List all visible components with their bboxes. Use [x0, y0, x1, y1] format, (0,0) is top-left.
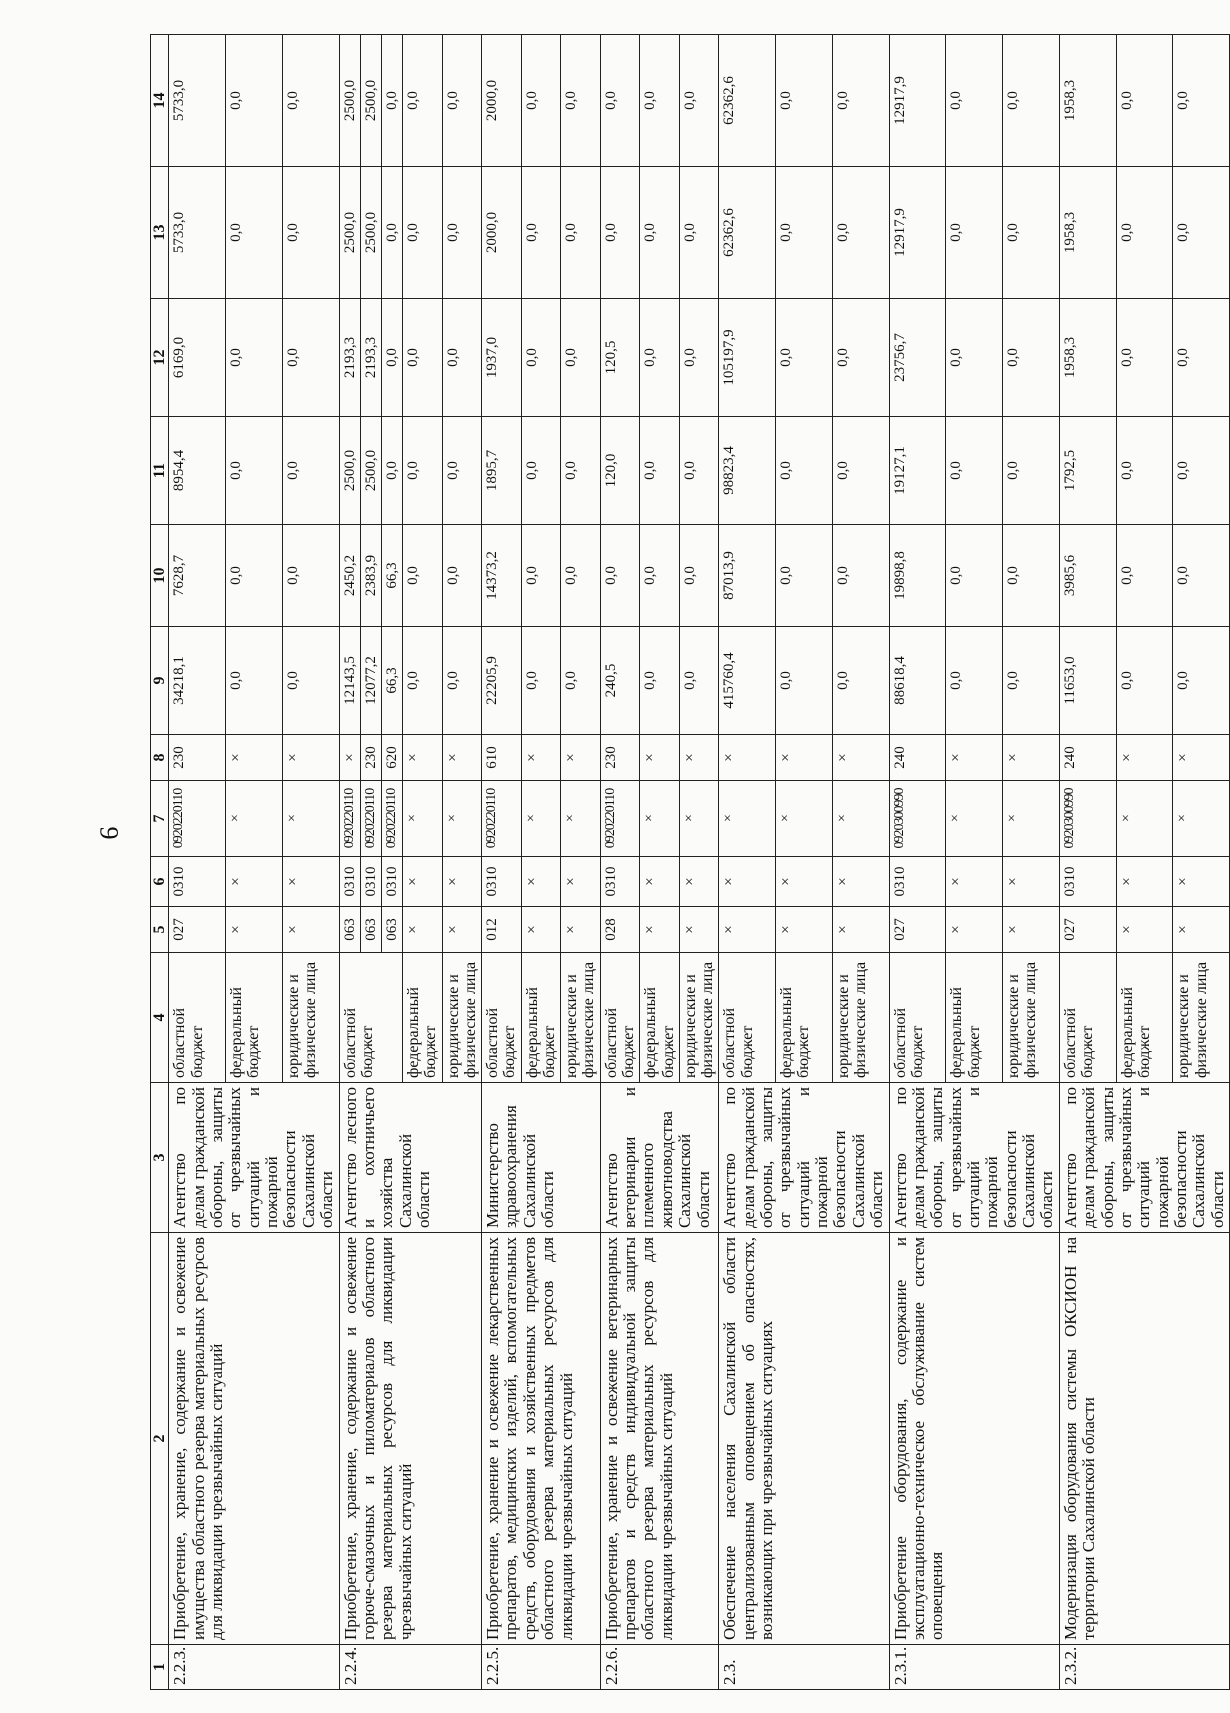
funding-source: юридические и физические лица: [442, 953, 482, 1083]
column-header-7: 7: [151, 781, 169, 857]
column-header-1: 1: [151, 1645, 169, 1690]
cell-c13: 5733,0: [169, 167, 226, 299]
funding-source: областной бюджет: [169, 953, 226, 1083]
row-number: 2.2.5.: [482, 1645, 601, 1690]
cell-c14: 0,0: [679, 35, 719, 167]
cell-c14: 0,0: [561, 35, 601, 167]
cell-c10: 0,0: [561, 525, 601, 627]
cell-c12: 1937,0: [482, 299, 522, 417]
cell-c11: 0,0: [403, 417, 443, 525]
row-executor: Министерство здравоохранения Сахалинской области: [482, 1083, 601, 1233]
cell-c7: ×: [521, 781, 561, 857]
cell-c12: 0,0: [403, 299, 443, 417]
cell-c11: 19127,1: [889, 417, 946, 525]
cell-c8: ×: [1003, 735, 1060, 781]
cell-c13: 0,0: [561, 167, 601, 299]
cell-c8: ×: [832, 735, 889, 781]
cell-c14: 0,0: [946, 35, 1003, 167]
row-executor: Агентство по делам гражданской обороны, защиты от чрезвычайных ситуаций и пожарной безопасности Сахалинской области: [719, 1083, 889, 1233]
table-row: [482, 35, 522, 1690]
cell-c14: 0,0: [282, 35, 339, 167]
funding-source: областной бюджет: [889, 953, 946, 1083]
cell-c9: 0,0: [946, 627, 1003, 735]
cell-c12: 105197,9: [719, 299, 776, 417]
cell-c8: 240: [889, 735, 946, 781]
cell-c13: 0,0: [1116, 167, 1173, 299]
cell-c8: ×: [282, 735, 339, 781]
cell-c7: 0920220110: [169, 781, 226, 857]
cell-c7: ×: [282, 781, 339, 857]
budget-table-rotated: [150, 35, 1227, 1690]
cell-c12: 2193,3: [360, 299, 381, 417]
cell-c7: ×: [403, 781, 443, 857]
cell-c12: 0,0: [282, 299, 339, 417]
column-header-8: 8: [151, 735, 169, 781]
cell-c6: 0310: [889, 857, 946, 907]
cell-c11: 0,0: [381, 417, 402, 525]
row-title: Приобретение, хранение и освежение ветеринарных препаратов и средств индивидуальной защиты областного резерва материальных ресурсов для ликвидации чрезвычайных ситуаций: [600, 1233, 719, 1645]
cell-c12: 0,0: [442, 299, 482, 417]
row-title: Приобретение, хранение, содержание и освежение имущества областного резерва материальных ресурсов для ликвидации чрезвычайных ситуаций: [169, 1233, 339, 1645]
cell-c12: 2193,3: [339, 299, 360, 417]
cell-c7: ×: [719, 781, 776, 857]
cell-c13: 1958,3: [1059, 167, 1116, 299]
cell-c10: 0,0: [776, 525, 833, 627]
cell-c8: ×: [561, 735, 601, 781]
cell-c12: 120,5: [600, 299, 640, 417]
cell-c6: ×: [719, 857, 776, 907]
cell-c8: ×: [776, 735, 833, 781]
funding-source: областной бюджет: [339, 953, 403, 1083]
budget-table: [150, 34, 1230, 1690]
cell-c9: 0,0: [442, 627, 482, 735]
cell-c14: 0,0: [600, 35, 640, 167]
cell-c5: 028: [600, 907, 640, 953]
cell-c6: ×: [282, 857, 339, 907]
cell-c9: 12077,2: [360, 627, 381, 735]
cell-c5: 027: [889, 907, 946, 953]
cell-c10: 0,0: [1173, 525, 1230, 627]
column-header-3: 3: [151, 1083, 169, 1233]
cell-c14: 0,0: [442, 35, 482, 167]
table-row: [600, 35, 640, 1690]
cell-c12: 0,0: [1003, 299, 1060, 417]
row-title: Приобретение, хранение и освежение лекарственных препаратов, медицинских изделий, вспомогательных средств, оборудования и хозяйственных предметов областного резерва материальных ресурсов для ликвидации чрезвычайных ситуаций: [482, 1233, 601, 1645]
cell-c6: ×: [403, 857, 443, 907]
row-title: Приобретение оборудования, содержание и эксплуатационно-техническое обслуживание систем оповещения: [889, 1233, 1059, 1645]
cell-c6: 0310: [482, 857, 522, 907]
cell-c10: 0,0: [403, 525, 443, 627]
cell-c6: ×: [442, 857, 482, 907]
cell-c11: 0,0: [1003, 417, 1060, 525]
cell-c9: 240,5: [600, 627, 640, 735]
cell-c11: 2500,0: [339, 417, 360, 525]
column-header-10: 10: [151, 525, 169, 627]
cell-c11: 0,0: [679, 417, 719, 525]
cell-c10: 0,0: [640, 525, 680, 627]
cell-c12: 0,0: [946, 299, 1003, 417]
cell-c13: 0,0: [1003, 167, 1060, 299]
cell-c12: 0,0: [1116, 299, 1173, 417]
cell-c7: ×: [561, 781, 601, 857]
cell-c10: 3985,6: [1059, 525, 1116, 627]
cell-c9: 0,0: [521, 627, 561, 735]
cell-c8: 230: [360, 735, 381, 781]
row-title: Модернизация оборудования системы ОКСИОН на территории Сахалинской области: [1059, 1233, 1229, 1645]
funding-source: юридические и физические лица: [679, 953, 719, 1083]
cell-c13: 0,0: [381, 167, 402, 299]
cell-c14: 5733,0: [169, 35, 226, 167]
cell-c12: 0,0: [521, 299, 561, 417]
cell-c13: 0,0: [832, 167, 889, 299]
funding-source: юридические и физические лица: [1173, 953, 1230, 1083]
cell-c10: 0,0: [442, 525, 482, 627]
cell-c8: 230: [169, 735, 226, 781]
cell-c9: 0,0: [403, 627, 443, 735]
cell-c7: ×: [226, 781, 283, 857]
cell-c8: ×: [521, 735, 561, 781]
cell-c11: 0,0: [1173, 417, 1230, 525]
cell-c14: 62362,6: [719, 35, 776, 167]
cell-c7: 0920220110: [360, 781, 381, 857]
funding-source: областной бюджет: [600, 953, 640, 1083]
cell-c11: 0,0: [561, 417, 601, 525]
cell-c14: 0,0: [403, 35, 443, 167]
cell-c13: 2500,0: [360, 167, 381, 299]
cell-c6: ×: [1173, 857, 1230, 907]
cell-c5: 012: [482, 907, 522, 953]
cell-c13: 0,0: [226, 167, 283, 299]
cell-c9: 0,0: [226, 627, 283, 735]
table-row: [719, 35, 776, 1690]
cell-c9: 88618,4: [889, 627, 946, 735]
row-title: Обеспечение населения Сахалинской области централизованным оповещением об опасностях, возникающих при чрезвычайных ситуациях: [719, 1233, 889, 1645]
cell-c6: 0310: [169, 857, 226, 907]
cell-c11: 8954,4: [169, 417, 226, 525]
cell-c6: ×: [226, 857, 283, 907]
row-number: 2.3.2.: [1059, 1645, 1229, 1690]
cell-c8: ×: [442, 735, 482, 781]
cell-c8: ×: [339, 735, 360, 781]
cell-c13: 12917,9: [889, 167, 946, 299]
cell-c8: ×: [719, 735, 776, 781]
funding-source: федеральный бюджет: [521, 953, 561, 1083]
table-row: [169, 35, 226, 1690]
cell-c9: 0,0: [679, 627, 719, 735]
cell-c5: ×: [561, 907, 601, 953]
cell-c6: 0310: [339, 857, 360, 907]
cell-c8: ×: [679, 735, 719, 781]
cell-c12: 0,0: [679, 299, 719, 417]
cell-c5: ×: [1116, 907, 1173, 953]
cell-c11: 98823,4: [719, 417, 776, 525]
cell-c14: 12917,9: [889, 35, 946, 167]
cell-c5: ×: [403, 907, 443, 953]
cell-c6: ×: [832, 857, 889, 907]
cell-c11: 2500,0: [360, 417, 381, 525]
cell-c7: ×: [640, 781, 680, 857]
row-title: Приобретение, хранение, содержание и освежение горюче-смазочных и пиломатериалов областного резерва материальных ресурсов для ликвидации чрезвычайных ситуаций: [339, 1233, 482, 1645]
cell-c10: 0,0: [1116, 525, 1173, 627]
funding-source: федеральный бюджет: [403, 953, 443, 1083]
funding-source: федеральный бюджет: [640, 953, 680, 1083]
cell-c13: 0,0: [776, 167, 833, 299]
column-header-5: 5: [151, 907, 169, 953]
cell-c12: 0,0: [776, 299, 833, 417]
cell-c12: 1958,3: [1059, 299, 1116, 417]
table-row: [889, 35, 946, 1690]
column-header-6: 6: [151, 857, 169, 907]
cell-c12: 0,0: [226, 299, 283, 417]
cell-c9: 0,0: [282, 627, 339, 735]
cell-c7: ×: [442, 781, 482, 857]
cell-c10: 87013,9: [719, 525, 776, 627]
table-row: [339, 35, 360, 1690]
cell-c14: 0,0: [1116, 35, 1173, 167]
row-number: 2.2.3.: [169, 1645, 339, 1690]
funding-source: областной бюджет: [482, 953, 522, 1083]
cell-c7: 0920220110: [600, 781, 640, 857]
funding-source: федеральный бюджет: [776, 953, 833, 1083]
cell-c11: 0,0: [946, 417, 1003, 525]
cell-c5: ×: [442, 907, 482, 953]
cell-c5: ×: [719, 907, 776, 953]
cell-c10: 0,0: [282, 525, 339, 627]
cell-c14: 2500,0: [339, 35, 360, 167]
cell-c7: 0920220110: [482, 781, 522, 857]
funding-source: юридические и физические лица: [282, 953, 339, 1083]
cell-c6: 0310: [1059, 857, 1116, 907]
cell-c10: 2450,2: [339, 525, 360, 627]
page-number: 9: [94, 826, 124, 840]
cell-c13: 0,0: [442, 167, 482, 299]
row-executor: Агентство по делам гражданской обороны, защиты от чрезвычайных ситуаций и пожарной безопасности Сахалинской области: [169, 1083, 339, 1233]
cell-c8: ×: [946, 735, 1003, 781]
funding-source: федеральный бюджет: [946, 953, 1003, 1083]
cell-c5: ×: [521, 907, 561, 953]
cell-c11: 0,0: [442, 417, 482, 525]
cell-c11: 0,0: [832, 417, 889, 525]
funding-source: областной бюджет: [1059, 953, 1116, 1083]
cell-c14: 2500,0: [360, 35, 381, 167]
cell-c11: 0,0: [226, 417, 283, 525]
cell-c5: 063: [339, 907, 360, 953]
cell-c9: 0,0: [832, 627, 889, 735]
cell-c12: 0,0: [640, 299, 680, 417]
cell-c14: 0,0: [1003, 35, 1060, 167]
cell-c10: 2383,9: [360, 525, 381, 627]
row-executor: Агентство лесного и охотничьего хозяйства Сахалинской области: [339, 1083, 482, 1233]
cell-c12: 23756,7: [889, 299, 946, 417]
cell-c11: 1895,7: [482, 417, 522, 525]
cell-c6: ×: [946, 857, 1003, 907]
cell-c10: 0,0: [679, 525, 719, 627]
column-header-4: 4: [151, 953, 169, 1083]
cell-c5: 027: [169, 907, 226, 953]
column-header-13: 13: [151, 167, 169, 299]
cell-c5: ×: [679, 907, 719, 953]
cell-c6: ×: [1003, 857, 1060, 907]
cell-c7: 0920220110: [381, 781, 402, 857]
cell-c13: 0,0: [640, 167, 680, 299]
table-body: [169, 35, 1230, 1690]
cell-c5: ×: [282, 907, 339, 953]
cell-c8: ×: [1116, 735, 1173, 781]
row-number: 2.3.: [719, 1645, 889, 1690]
cell-c11: 0,0: [1116, 417, 1173, 525]
cell-c6: ×: [640, 857, 680, 907]
cell-c9: 22205,9: [482, 627, 522, 735]
cell-c10: 19898,8: [889, 525, 946, 627]
cell-c8: ×: [403, 735, 443, 781]
cell-c7: ×: [1173, 781, 1230, 857]
cell-c14: 0,0: [776, 35, 833, 167]
cell-c5: ×: [640, 907, 680, 953]
header-row: [151, 35, 169, 1690]
cell-c8: ×: [640, 735, 680, 781]
cell-c9: 0,0: [1173, 627, 1230, 735]
cell-c12: 0,0: [381, 299, 402, 417]
cell-c10: 14373,2: [482, 525, 522, 627]
column-header-14: 14: [151, 35, 169, 167]
cell-c13: 0,0: [600, 167, 640, 299]
column-header-12: 12: [151, 299, 169, 417]
cell-c9: 0,0: [640, 627, 680, 735]
cell-c9: 0,0: [561, 627, 601, 735]
cell-c5: 063: [381, 907, 402, 953]
table-row: [1059, 35, 1116, 1690]
cell-c12: 0,0: [832, 299, 889, 417]
cell-c9: 11653,0: [1059, 627, 1116, 735]
cell-c7: 0920300990: [889, 781, 946, 857]
funding-source: федеральный бюджет: [1116, 953, 1173, 1083]
cell-c13: 0,0: [946, 167, 1003, 299]
cell-c10: 66,3: [381, 525, 402, 627]
cell-c6: ×: [679, 857, 719, 907]
cell-c14: 0,0: [226, 35, 283, 167]
cell-c11: 120,0: [600, 417, 640, 525]
row-number: 2.2.6.: [600, 1645, 719, 1690]
cell-c5: ×: [1173, 907, 1230, 953]
cell-c13: 0,0: [679, 167, 719, 299]
cell-c5: ×: [226, 907, 283, 953]
cell-c6: ×: [776, 857, 833, 907]
cell-c7: ×: [946, 781, 1003, 857]
column-header-11: 11: [151, 417, 169, 525]
cell-c10: 7628,7: [169, 525, 226, 627]
cell-c14: 0,0: [1173, 35, 1230, 167]
cell-c6: 0310: [600, 857, 640, 907]
cell-c8: 230: [600, 735, 640, 781]
cell-c8: 620: [381, 735, 402, 781]
cell-c13: 2500,0: [339, 167, 360, 299]
cell-c6: ×: [561, 857, 601, 907]
cell-c7: ×: [832, 781, 889, 857]
cell-c8: 240: [1059, 735, 1116, 781]
cell-c9: 12143,5: [339, 627, 360, 735]
cell-c10: 0,0: [226, 525, 283, 627]
cell-c7: 0920220110: [339, 781, 360, 857]
cell-c14: 0,0: [640, 35, 680, 167]
cell-c14: 1958,3: [1059, 35, 1116, 167]
cell-c10: 0,0: [1003, 525, 1060, 627]
cell-c13: 0,0: [282, 167, 339, 299]
cell-c12: 6169,0: [169, 299, 226, 417]
cell-c9: 415760,4: [719, 627, 776, 735]
cell-c6: 0310: [360, 857, 381, 907]
cell-c10: 0,0: [600, 525, 640, 627]
cell-c8: 610: [482, 735, 522, 781]
funding-source: юридические и физические лица: [1003, 953, 1060, 1083]
row-executor: Агентство по делам гражданской обороны, защиты от чрезвычайных ситуаций и пожарной безопасности Сахалинской области: [889, 1083, 1059, 1233]
cell-c5: ×: [776, 907, 833, 953]
cell-c10: 0,0: [946, 525, 1003, 627]
cell-c11: 0,0: [640, 417, 680, 525]
cell-c5: 027: [1059, 907, 1116, 953]
cell-c13: 0,0: [521, 167, 561, 299]
cell-c6: 0310: [381, 857, 402, 907]
row-executor: Агентство ветеринарии и племенного животноводства Сахалинской области: [600, 1083, 719, 1233]
cell-c11: 0,0: [282, 417, 339, 525]
cell-c14: 0,0: [832, 35, 889, 167]
cell-c12: 0,0: [1173, 299, 1230, 417]
row-number: 2.3.1.: [889, 1645, 1059, 1690]
cell-c10: 0,0: [832, 525, 889, 627]
cell-c6: ×: [1116, 857, 1173, 907]
cell-c14: 0,0: [381, 35, 402, 167]
cell-c9: 0,0: [1003, 627, 1060, 735]
cell-c5: ×: [1003, 907, 1060, 953]
cell-c10: 0,0: [521, 525, 561, 627]
cell-c9: 0,0: [1116, 627, 1173, 735]
cell-c11: 0,0: [521, 417, 561, 525]
row-executor: Агентство по делам гражданской обороны, защиты от чрезвычайных ситуаций и пожарной безопасности Сахалинской области: [1059, 1083, 1229, 1233]
cell-c8: ×: [226, 735, 283, 781]
cell-c5: ×: [832, 907, 889, 953]
cell-c13: 62362,6: [719, 167, 776, 299]
cell-c5: ×: [946, 907, 1003, 953]
cell-c9: 0,0: [776, 627, 833, 735]
cell-c7: ×: [776, 781, 833, 857]
cell-c11: 1792,5: [1059, 417, 1116, 525]
funding-source: юридические и физические лица: [832, 953, 889, 1083]
row-number: 2.2.4.: [339, 1645, 482, 1690]
cell-c9: 66,3: [381, 627, 402, 735]
cell-c7: ×: [1003, 781, 1060, 857]
cell-c11: 0,0: [776, 417, 833, 525]
cell-c9: 34218,1: [169, 627, 226, 735]
cell-c5: 063: [360, 907, 381, 953]
cell-c14: 0,0: [521, 35, 561, 167]
cell-c13: 2000,0: [482, 167, 522, 299]
cell-c7: ×: [679, 781, 719, 857]
cell-c8: ×: [1173, 735, 1230, 781]
funding-source: федеральный бюджет: [226, 953, 283, 1083]
cell-c7: ×: [1116, 781, 1173, 857]
cell-c14: 2000,0: [482, 35, 522, 167]
funding-source: областной бюджет: [719, 953, 776, 1083]
cell-c12: 0,0: [561, 299, 601, 417]
column-header-9: 9: [151, 627, 169, 735]
cell-c6: ×: [521, 857, 561, 907]
cell-c13: 0,0: [1173, 167, 1230, 299]
funding-source: юридические и физические лица: [561, 953, 601, 1083]
cell-c7: 0920300990: [1059, 781, 1116, 857]
cell-c13: 0,0: [403, 167, 443, 299]
column-header-2: 2: [151, 1233, 169, 1645]
